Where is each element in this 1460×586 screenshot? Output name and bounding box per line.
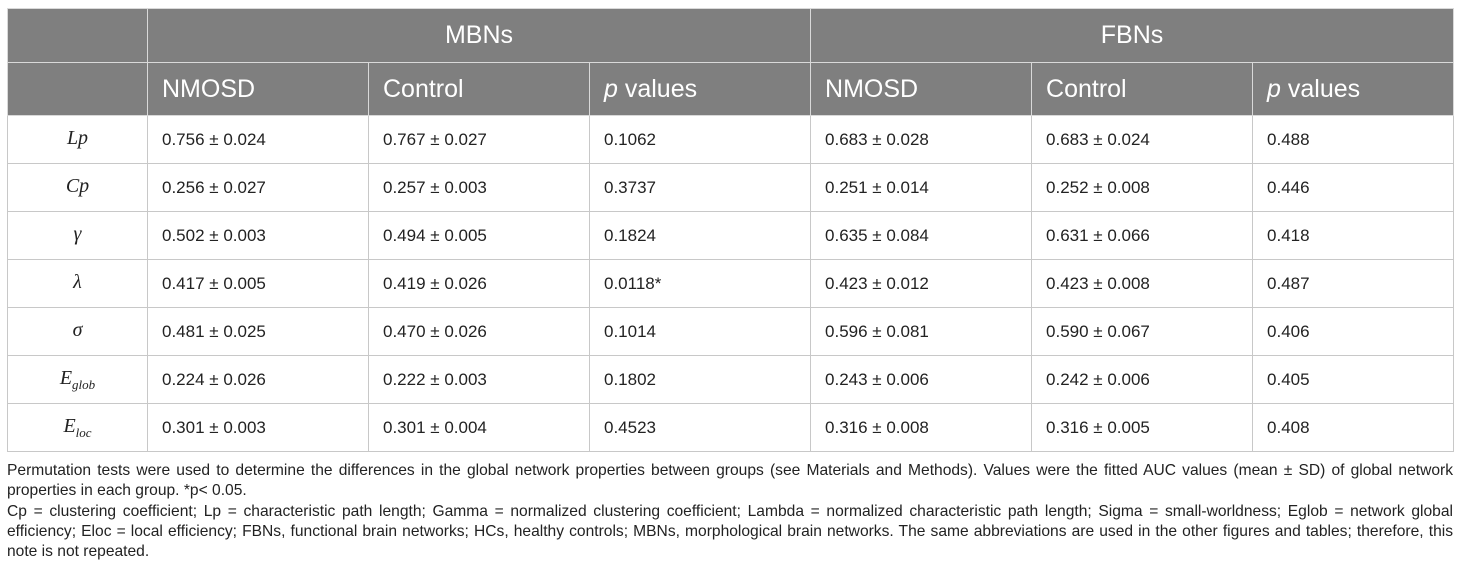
table-cell: 0.756 ± 0.024	[148, 116, 369, 164]
table-row	[8, 260, 1454, 308]
table-row	[8, 356, 1454, 404]
note-permutation: Permutation tests were used to determine the differences in the global network properties between groups (see Materials and Methods). Values were the fitted AUC values (mean ± SD) of global network properties in each group. *p< 0.05.	[7, 462, 1453, 499]
sub-header-row	[8, 63, 1454, 116]
table-notes	[7, 461, 1453, 563]
row-label: γ	[8, 212, 148, 260]
table-cell: 0.494 ± 0.005	[369, 212, 590, 260]
table-cell: 0.224 ± 0.026	[148, 356, 369, 404]
table-cell: 0.222 ± 0.003	[369, 356, 590, 404]
table-row	[8, 116, 1454, 164]
note-abbreviations: Cp = clustering coefficient; Lp = characteristic path length; Gamma = normalized clustering coefficient; Lambda = normalized characteristic path length; Sigma = small-worldness; Eglob = network global efficiency; Eloc = local efficiency; FBNs, functional brain networks; HCs, healthy controls; MBNs, morphological brain networks. The same abbreviations are used in the other figures and tables; therefore, this note is not repeated.	[7, 503, 1453, 560]
table-cell: 0.257 ± 0.003	[369, 164, 590, 212]
table-cell: 0.0118*	[590, 260, 811, 308]
table-row	[8, 404, 1454, 452]
col-header: NMOSD	[811, 63, 1032, 116]
table-cell: 0.242 ± 0.006	[1032, 356, 1253, 404]
table-cell: 0.417 ± 0.005	[148, 260, 369, 308]
table-cell: 0.408	[1253, 404, 1454, 452]
table-cell: 0.405	[1253, 356, 1454, 404]
table-cell: 0.446	[1253, 164, 1454, 212]
corner-cell	[8, 63, 148, 116]
table-cell: 0.488	[1253, 116, 1454, 164]
table-cell: 0.4523	[590, 404, 811, 452]
table-cell: 0.683 ± 0.024	[1032, 116, 1253, 164]
row-label: Lp	[8, 116, 148, 164]
table-cell: 0.3737	[590, 164, 811, 212]
table-cell: 0.470 ± 0.026	[369, 308, 590, 356]
table-cell: 0.1062	[590, 116, 811, 164]
row-label: $E_{loc}$	[8, 404, 148, 452]
results-table	[7, 8, 1454, 452]
table-row	[8, 164, 1454, 212]
table-cell: 0.635 ± 0.084	[811, 212, 1032, 260]
table-cell: 0.596 ± 0.081	[811, 308, 1032, 356]
table-row	[8, 212, 1454, 260]
table-cell: 0.419 ± 0.026	[369, 260, 590, 308]
table-cell: 0.423 ± 0.008	[1032, 260, 1253, 308]
table-row	[8, 308, 1454, 356]
table-cell: 0.301 ± 0.004	[369, 404, 590, 452]
table-cell: 0.481 ± 0.025	[148, 308, 369, 356]
col-header: Control	[369, 63, 590, 116]
table-cell: 0.683 ± 0.028	[811, 116, 1032, 164]
table-cell: 0.502 ± 0.003	[148, 212, 369, 260]
table-body	[8, 116, 1454, 452]
col-header: NMOSD	[148, 63, 369, 116]
table-cell: 0.423 ± 0.012	[811, 260, 1032, 308]
col-header: Control	[1032, 63, 1253, 116]
table-cell: 0.243 ± 0.006	[811, 356, 1032, 404]
group-header-mbns: MBNs	[148, 9, 811, 63]
table-cell: 0.1824	[590, 212, 811, 260]
row-label: Cp	[8, 164, 148, 212]
table-cell: 0.767 ± 0.027	[369, 116, 590, 164]
table-cell: 0.590 ± 0.067	[1032, 308, 1253, 356]
corner-cell	[8, 9, 148, 63]
row-label: σ	[8, 308, 148, 356]
table-cell: 0.316 ± 0.008	[811, 404, 1032, 452]
table-cell: 0.406	[1253, 308, 1454, 356]
col-header: p values	[1253, 63, 1454, 116]
table-cell: 0.301 ± 0.003	[148, 404, 369, 452]
table-cell: 0.418	[1253, 212, 1454, 260]
row-label: λ	[8, 260, 148, 308]
group-header-row	[8, 9, 1454, 63]
group-header-fbns: FBNs	[811, 9, 1454, 63]
table-cell: 0.487	[1253, 260, 1454, 308]
table-cell: 0.252 ± 0.008	[1032, 164, 1253, 212]
table-cell: 0.316 ± 0.005	[1032, 404, 1253, 452]
table-cell: 0.251 ± 0.014	[811, 164, 1032, 212]
table-cell: 0.1802	[590, 356, 811, 404]
col-header: p values	[590, 63, 811, 116]
table-cell: 0.256 ± 0.027	[148, 164, 369, 212]
table-cell: 0.631 ± 0.066	[1032, 212, 1253, 260]
table-cell: 0.1014	[590, 308, 811, 356]
row-label: $E_{glob}$	[8, 356, 148, 404]
